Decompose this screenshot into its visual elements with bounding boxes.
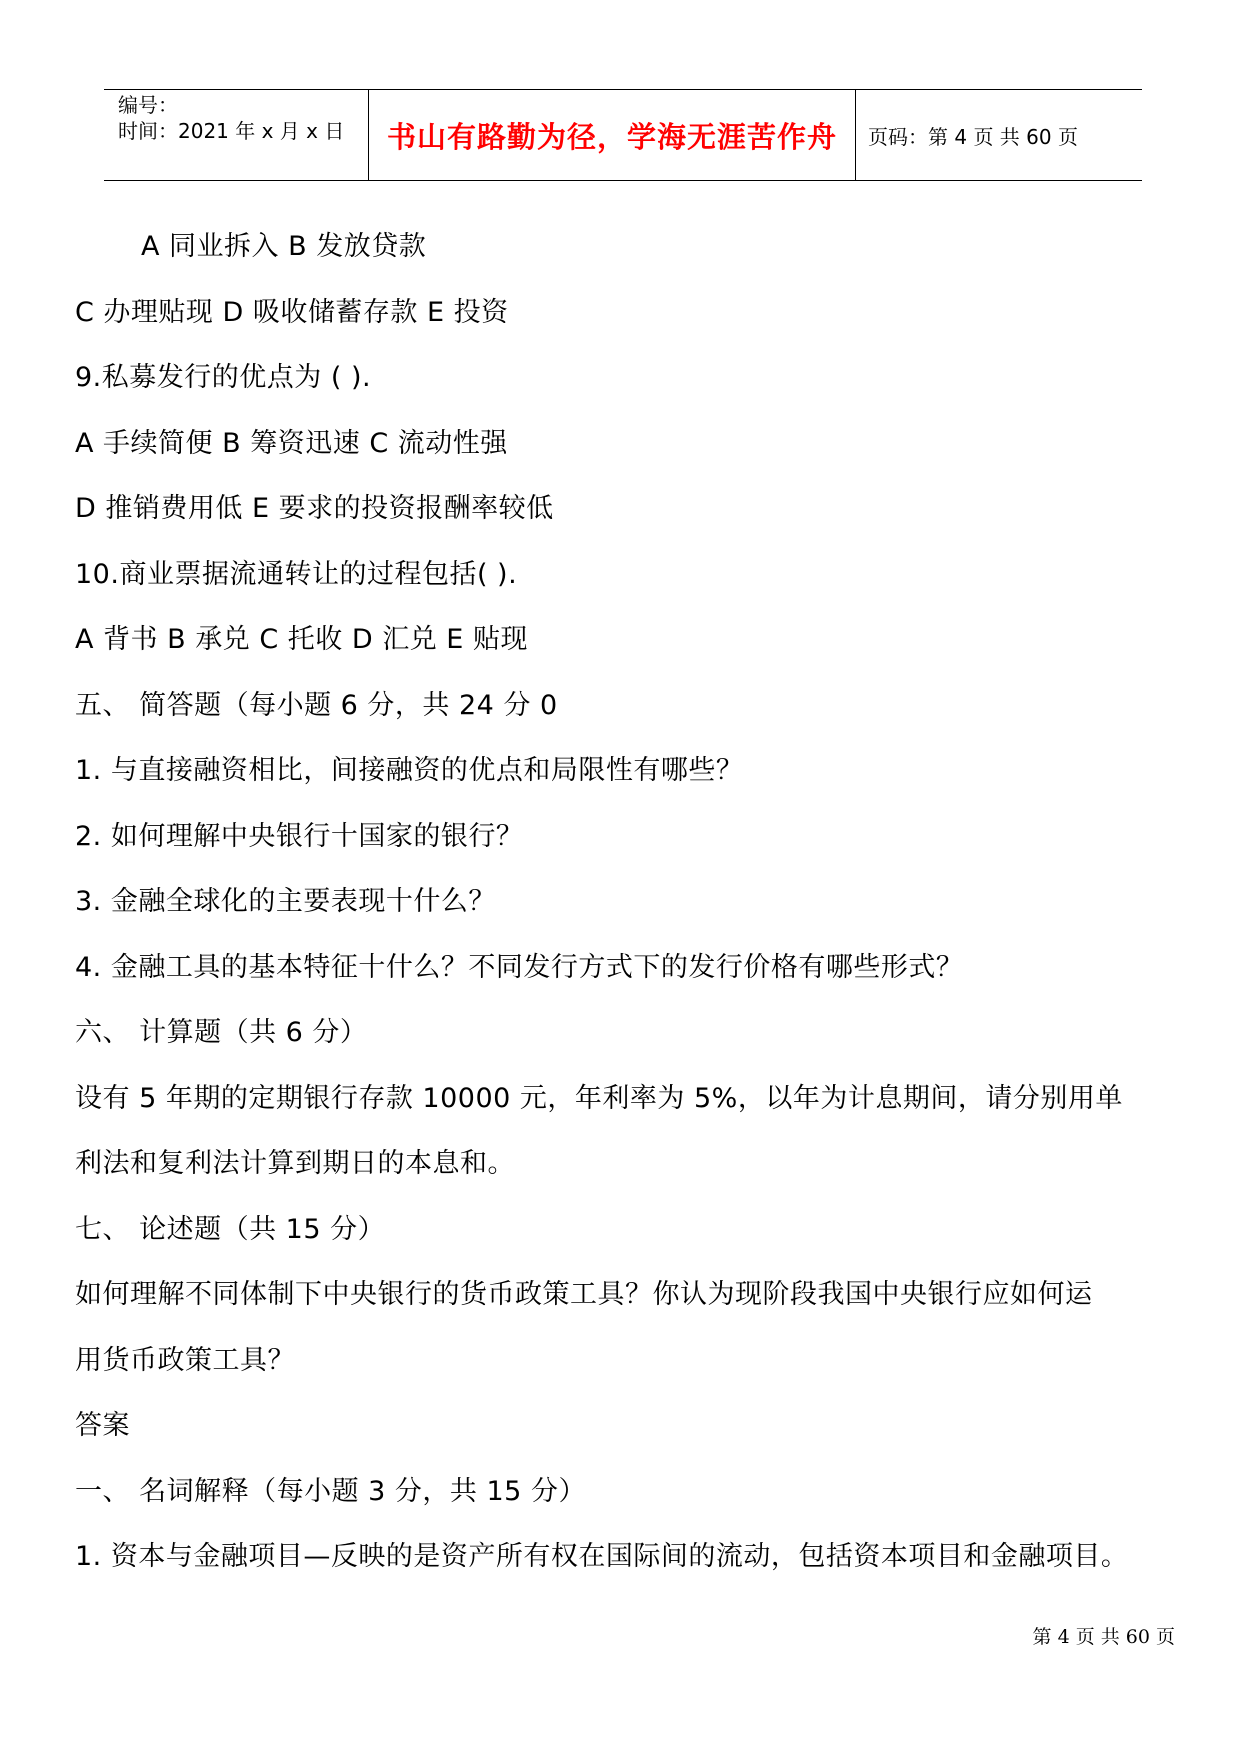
question-line: 10.商业票据流通转让的过程包括( ). (75, 558, 518, 590)
question-line: 如何理解不同体制下中央银行的货币政策工具？你认为现阶段我国中央银行应如何运 (75, 1279, 1093, 1310)
header-motto: 书山有路勤为径，学海无涯苦作舟 (386, 119, 837, 154)
section-heading: 五、 简答题（每小题 6 分，共 24 分 0 (75, 689, 558, 721)
section-heading: 一、 名词解释（每小题 3 分，共 15 分） (75, 1475, 586, 1507)
page-header (104, 89, 1142, 181)
document-time-label: 时间：2021 年 x 月 x 日 (118, 119, 345, 143)
question-line: 9.私募发行的优点为 ( ). (75, 362, 372, 393)
answer-line: 1. 资本与金融项目—反映的是资产所有权在国际间的流动，包括资本项目和金融项目。 (75, 1541, 1129, 1572)
section-heading: 六、 计算题（共 6 分） (75, 1017, 368, 1048)
header-motto-cell (369, 90, 856, 180)
option-line: A 背书 B 承兑 C 托收 D 汇兑 E 贴现 (75, 624, 528, 655)
section-heading: 七、 论述题（共 15 分） (75, 1213, 386, 1245)
document-number-label: 编号： (118, 93, 178, 117)
question-line: 2. 如何理解中央银行十国家的银行？ (75, 820, 524, 852)
header-page-info: 页码：第 4 页 共 60 页 (868, 124, 1078, 149)
option-line: A 同业拆入 B 发放贷款 (141, 231, 427, 262)
question-line: 3. 金融全球化的主要表现十什么？ (75, 886, 496, 917)
question-line: 用货币政策工具？ (75, 1344, 295, 1376)
question-line: 设有 5 年期的定期银行存款 10000 元，年利率为 5%，以年为计息期间，请分别用单 (75, 1082, 1123, 1114)
question-line: 1. 与直接融资相比，间接融资的优点和局限性有哪些？ (75, 755, 744, 786)
page-footer: 第 4 页 共 60 页 (1032, 1626, 1175, 1648)
option-line: D 推销费用低 E 要求的投资报酬率较低 (75, 493, 554, 524)
option-line: A 手续简便 B 筹资迅速 C 流动性强 (75, 427, 508, 459)
header-page-cell (856, 90, 1142, 180)
option-line: C 办理贴现 D 吸收储蓄存款 E 投资 (75, 296, 509, 328)
header-meta (104, 90, 369, 180)
question-line: 利法和复利法计算到期日的本息和。 (75, 1148, 515, 1179)
document-body (75, 214, 1185, 1590)
answers-heading: 答案 (75, 1410, 130, 1441)
question-line: 4. 金融工具的基本特征十什么？不同发行方式下的发行价格有哪些形式？ (75, 951, 964, 983)
